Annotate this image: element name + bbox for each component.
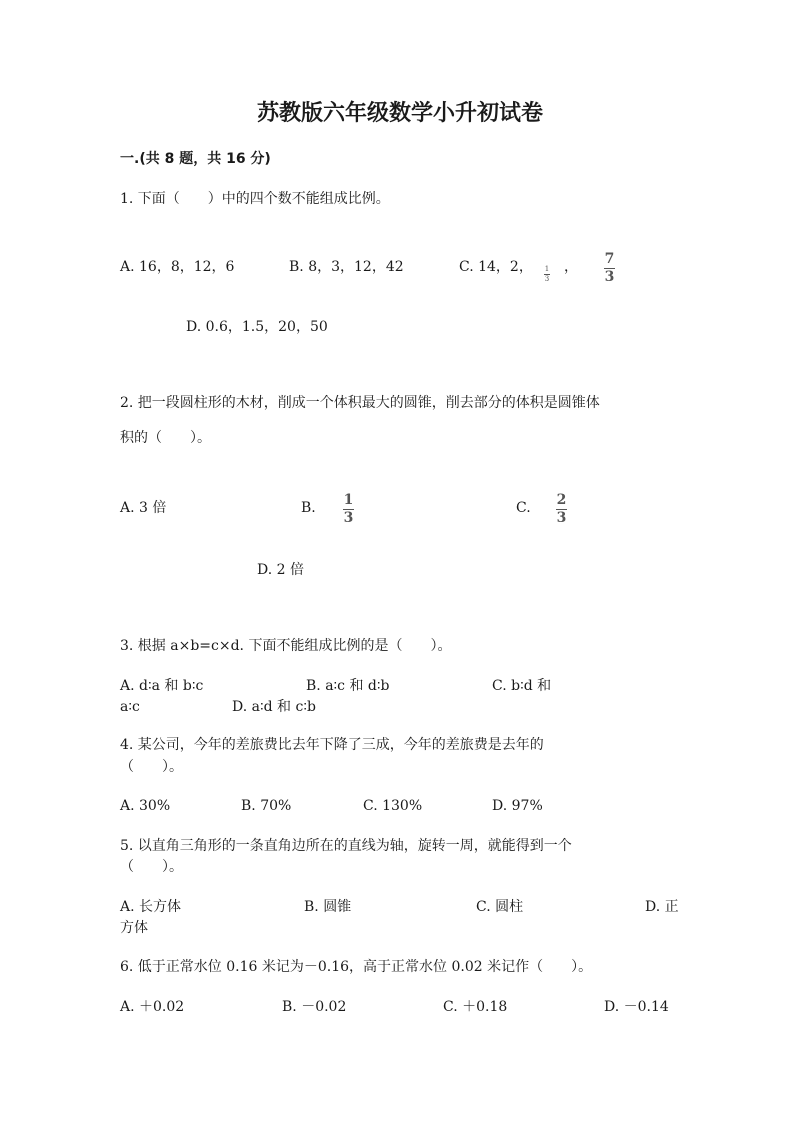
question-stem: 2. 把一段圆柱形的木材，削成一个体积最大的圆锥，削去部分的体积是圆锥体 [120, 395, 600, 411]
question-stem: （ ）。 [120, 859, 183, 875]
fraction [556, 493, 567, 526]
option-c: C. [516, 500, 531, 516]
option-b: B. a∶c 和 d∶b [306, 678, 390, 694]
option-b: B. 8，3，12，42 [289, 259, 404, 275]
fraction-numerator: 2 [556, 492, 567, 508]
option-d: D. 正 [645, 899, 679, 915]
question-stem: 3. 根据 a×b=c×d. 下面不能组成比例的是（ ）。 [120, 638, 452, 654]
fraction [343, 493, 354, 526]
fraction-denominator: 3 [343, 510, 354, 526]
fraction-denominator: 3 [544, 275, 550, 283]
option-b: B. 圆锥 [304, 899, 352, 915]
fraction-numerator: 1 [343, 492, 354, 508]
fraction [544, 266, 550, 283]
option-c: C. 130% [363, 798, 423, 814]
option-d: D. 97% [492, 798, 543, 814]
option-d: D. a∶d 和 c∶b [232, 699, 316, 715]
question-stem: 积的（ ）。 [120, 430, 211, 446]
option-b: B. －0.02 [282, 999, 347, 1015]
option-separator: ， [564, 259, 578, 275]
option-b: B. 70% [241, 798, 292, 814]
option-c: C. ＋0.18 [443, 999, 508, 1015]
option-c: C. 圆柱 [476, 899, 524, 915]
option-d: D. 0.6，1.5，20，50 [186, 319, 328, 335]
option-a: A. 3 倍 [120, 500, 167, 516]
page-title: 苏教版六年级数学小升初试卷 [256, 100, 543, 126]
option-d: D. 2 倍 [257, 562, 304, 578]
section-heading: 一.(共 8 题，共 16 分) [120, 151, 271, 167]
fraction-denominator: 3 [556, 510, 567, 526]
fraction [604, 252, 615, 285]
option-c: C. 14，2， [459, 259, 533, 275]
option-c-continued: a∶c [120, 699, 140, 715]
option-a: A. 30% [120, 798, 171, 814]
option-d: D. －0.14 [604, 999, 669, 1015]
option-a: A. 长方体 [120, 899, 182, 915]
option-c: C. b∶d 和 [492, 678, 552, 694]
fraction-numerator: 7 [604, 251, 615, 267]
question-stem: 5. 以直角三角形的一条直角边所在的直线为轴，旋转一周，就能得到一个 [120, 838, 572, 854]
question-stem: 4. 某公司，今年的差旅费比去年下降了三成，今年的差旅费是去年的 [120, 737, 544, 753]
fraction-numerator: 1 [544, 265, 550, 273]
option-b: B. [301, 500, 316, 516]
option-d-continued: 方体 [120, 920, 148, 936]
option-a: A. ＋0.02 [120, 999, 185, 1015]
question-stem: 6. 低于正常水位 0.16 米记为－0.16，高于正常水位 0.02 米记作（ ）。 [120, 959, 593, 975]
question-stem: 1. 下面（ ）中的四个数不能组成比例。 [120, 191, 390, 207]
fraction-denominator: 3 [604, 269, 615, 285]
option-a: A. 16，8，12，6 [120, 259, 235, 275]
option-a: A. d∶a 和 b∶c [120, 678, 204, 694]
question-stem: （ ）。 [120, 759, 183, 775]
